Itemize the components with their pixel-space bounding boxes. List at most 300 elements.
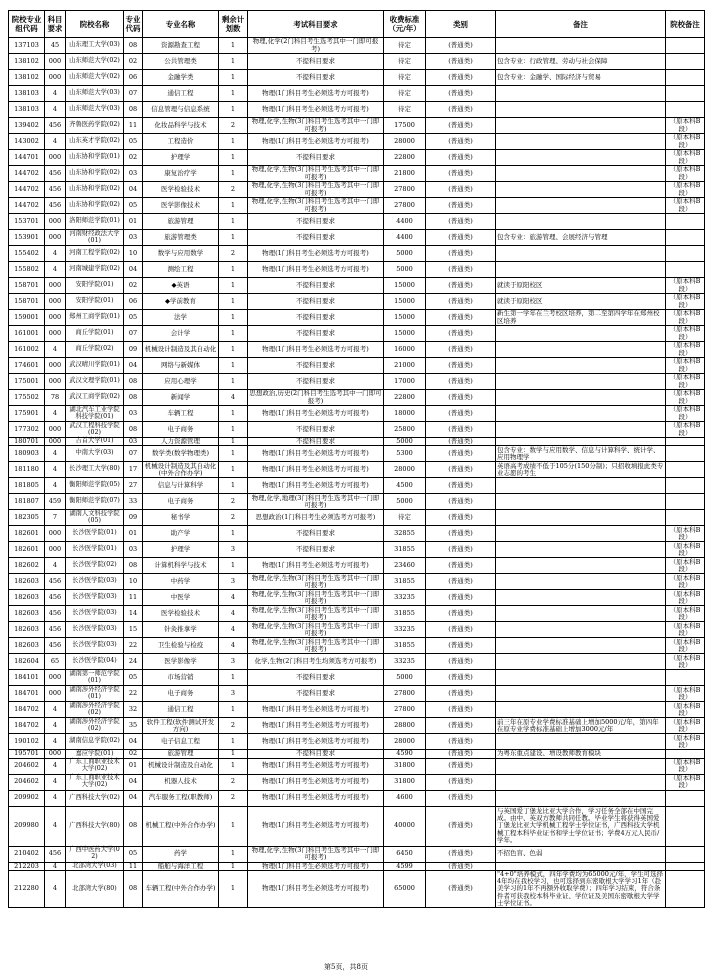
cell-tuition: 5000 [384, 494, 426, 510]
cell-group-code: 182603 [9, 622, 45, 638]
cell-exam-subjects: 不提科目要求 [248, 686, 384, 702]
cell-category: (普通类) [426, 38, 496, 54]
cell-major-name: 医学检验技术 [143, 606, 219, 622]
cell-group-code: 182602 [9, 558, 45, 574]
cell-major-name: 应用心理学 [143, 374, 219, 390]
cell-major-code: 05 [124, 310, 143, 326]
cell-remarks [496, 358, 666, 374]
cell-remarks: 与英国爱丁堡龙比亚大学合作，学习任务全部在中国完成。由中、英双方教师共同任教。毕业学生将获得英国爱丁堡龙比亚大学机械工程学士学位证书，广西科技大学机械工程本科毕业证书和学士学位证书；学费4万元人民币/学年。 [496, 806, 666, 846]
cell-remarks: 包含专业：旅游管理、会展经济与管理 [496, 230, 666, 246]
cell-category: (普通类) [426, 734, 496, 750]
table-row [9, 446, 705, 462]
cell-school-name: 山东协和学院(01) [66, 150, 124, 166]
cell-remaining-plan: 1 [219, 70, 248, 86]
cell-school-remarks [666, 38, 705, 54]
cell-major-name: 工程造价 [143, 134, 219, 150]
cell-major-code: 06 [124, 70, 143, 86]
cell-school-remarks: （原本科B段） [666, 150, 705, 166]
cell-subject-req: 456 [45, 606, 66, 622]
cell-school-remarks: （原本科B段） [666, 774, 705, 790]
cell-major-name: 旅游管理 [143, 214, 219, 230]
cell-subject-req: 000 [45, 150, 66, 166]
cell-major-name: 人力资源管理 [143, 438, 219, 446]
cell-category: (普通类) [426, 358, 496, 374]
cell-category: (普通类) [426, 86, 496, 102]
cell-exam-subjects: 物理(1门科目考生必须选考方可报考) [248, 102, 384, 118]
cell-major-code: 09 [124, 342, 143, 358]
table-row [9, 478, 705, 494]
table-row [9, 278, 705, 294]
table-row [9, 590, 705, 606]
cell-tuition: 待定 [384, 38, 426, 54]
cell-remaining-plan: 3 [219, 574, 248, 590]
cell-category: (普通类) [426, 542, 496, 558]
cell-group-code: 195701 [9, 750, 45, 758]
cell-subject-req: 4 [45, 758, 66, 774]
cell-group-code: 161001 [9, 326, 45, 342]
cell-school-remarks: （原本科B段） [666, 310, 705, 326]
cell-exam-subjects: 物理(1门科目考生必须选考方可报考) [248, 790, 384, 806]
cell-major-code: 05 [124, 198, 143, 214]
cell-school-name: 山东英才学院(02) [66, 134, 124, 150]
cell-exam-subjects: 不提科目要求 [248, 54, 384, 70]
cell-group-code: 144702 [9, 198, 45, 214]
cell-group-code: 175001 [9, 374, 45, 390]
cell-tuition: 33235 [384, 654, 426, 670]
cell-major-code: 15 [124, 622, 143, 638]
cell-remarks [496, 134, 666, 150]
cell-remarks [496, 214, 666, 230]
cell-school-name: 河南财经政法大学(01) [66, 230, 124, 246]
cell-tuition: 待定 [384, 54, 426, 70]
header-exam-subjects: 考试科目要求 [248, 11, 384, 38]
cell-remarks [496, 102, 666, 118]
cell-major-code: 24 [124, 654, 143, 670]
cell-tuition: 15000 [384, 310, 426, 326]
cell-major-name: 资源勘查工程 [143, 38, 219, 54]
table-row [9, 294, 705, 310]
cell-group-code: 138103 [9, 86, 45, 102]
cell-group-code: 184101 [9, 670, 45, 686]
cell-remarks [496, 734, 666, 750]
cell-school-name: 长沙医学院(03) [66, 622, 124, 638]
cell-school-name: 长沙医学院(01) [66, 542, 124, 558]
cell-remarks [496, 422, 666, 438]
cell-remaining-plan: 1 [219, 102, 248, 118]
table-row [9, 262, 705, 278]
cell-remaining-plan: 1 [219, 86, 248, 102]
cell-tuition: 5000 [384, 670, 426, 686]
cell-remarks [496, 654, 666, 670]
header-group-code: 院校专业组代码 [9, 11, 45, 38]
cell-tuition: 28800 [384, 718, 426, 734]
cell-category: (普通类) [426, 718, 496, 734]
cell-subject-req: 4 [45, 862, 66, 870]
table-row [9, 86, 705, 102]
cell-subject-req: 000 [45, 326, 66, 342]
cell-major-name: 医学影像技术 [143, 198, 219, 214]
cell-exam-subjects: 思想政治(1门科目考生必须选考方可报考) [248, 510, 384, 526]
cell-major-name: 信息与计算科学 [143, 478, 219, 494]
cell-subject-req: 78 [45, 390, 66, 406]
cell-major-code: 02 [124, 150, 143, 166]
table-row [9, 438, 705, 446]
cell-tuition: 4400 [384, 214, 426, 230]
cell-major-code: 08 [124, 806, 143, 846]
cell-subject-req: 000 [45, 54, 66, 70]
cell-school-remarks: （原本科B段） [666, 734, 705, 750]
cell-school-remarks: （原本科B段） [666, 606, 705, 622]
cell-remaining-plan: 1 [219, 134, 248, 150]
cell-remaining-plan: 1 [219, 870, 248, 907]
cell-school-name: 衡阳师范学院(05) [66, 478, 124, 494]
header-major-code: 专业代码 [124, 11, 143, 38]
cell-category: (普通类) [426, 438, 496, 446]
cell-major-name: 护理学 [143, 150, 219, 166]
cell-remarks: 为粤东重点建设、增设教师教育模块 [496, 750, 666, 758]
cell-tuition: 23460 [384, 558, 426, 574]
cell-category: (普通类) [426, 374, 496, 390]
cell-exam-subjects: 不提科目要求 [248, 374, 384, 390]
cell-major-name: 公共管理类 [143, 54, 219, 70]
cell-remaining-plan: 4 [219, 390, 248, 406]
cell-school-name: 武汉晴川学院(01) [66, 358, 124, 374]
cell-major-code: 01 [124, 758, 143, 774]
cell-subject-req: 4 [45, 790, 66, 806]
cell-exam-subjects: 不提科目要求 [248, 326, 384, 342]
cell-remarks [496, 702, 666, 718]
cell-remaining-plan: 1 [219, 358, 248, 374]
cell-remarks [496, 374, 666, 390]
cell-tuition: 18000 [384, 406, 426, 422]
cell-group-code: 177302 [9, 422, 45, 438]
cell-category: (普通类) [426, 686, 496, 702]
cell-major-code: 03 [124, 406, 143, 422]
cell-category: (普通类) [426, 574, 496, 590]
cell-tuition: 15000 [384, 326, 426, 342]
header-school-name: 院校名称 [66, 11, 124, 38]
cell-subject-req: 000 [45, 358, 66, 374]
cell-category: (普通类) [426, 246, 496, 262]
table-row [9, 870, 705, 907]
cell-subject-req: 4 [45, 870, 66, 907]
cell-school-remarks: （原本科B段） [666, 374, 705, 390]
cell-major-code: 02 [124, 750, 143, 758]
cell-remarks [496, 774, 666, 790]
cell-school-name: 广西科技大学(02) [66, 790, 124, 806]
cell-group-code: 159001 [9, 310, 45, 326]
cell-group-code: 182604 [9, 654, 45, 670]
cell-category: (普通类) [426, 478, 496, 494]
cell-school-name: 武汉工程科技学院(02) [66, 422, 124, 438]
cell-remarks: 包含专业：行政管理、劳动与社会保障 [496, 54, 666, 70]
cell-tuition: 22800 [384, 150, 426, 166]
cell-major-name: 康复治疗学 [143, 166, 219, 182]
cell-school-remarks [666, 462, 705, 478]
cell-remarks [496, 670, 666, 686]
cell-subject-req: 456 [45, 574, 66, 590]
cell-school-remarks [666, 102, 705, 118]
cell-category: (普通类) [426, 150, 496, 166]
cell-subject-req: 4 [45, 446, 66, 462]
cell-school-remarks: （原本科B段） [666, 590, 705, 606]
cell-major-code: 08 [124, 390, 143, 406]
cell-major-name: 旅游管理 [143, 750, 219, 758]
cell-exam-subjects: 物理,化学,生物(3门科目考生选考其中一门即可报考) [248, 846, 384, 862]
cell-category: (普通类) [426, 326, 496, 342]
cell-remaining-plan: 1 [219, 310, 248, 326]
cell-subject-req: 000 [45, 310, 66, 326]
cell-group-code: 143002 [9, 134, 45, 150]
cell-school-name: 齐鲁医药学院(02) [66, 118, 124, 134]
cell-major-name: 网络与新媒体 [143, 358, 219, 374]
cell-remarks [496, 38, 666, 54]
cell-exam-subjects: 物理,化学,生物(3门科目考生选考其中一门即可报考) [248, 166, 384, 182]
cell-major-name: 数学与应用数学 [143, 246, 219, 262]
cell-subject-req: 456 [45, 622, 66, 638]
cell-group-code: 175502 [9, 390, 45, 406]
cell-category: (普通类) [426, 446, 496, 462]
cell-remarks [496, 478, 666, 494]
header-subject-req: 科目要求 [45, 11, 66, 38]
cell-exam-subjects: 不提科目要求 [248, 214, 384, 230]
cell-subject-req: 4 [45, 406, 66, 422]
cell-category: (普通类) [426, 198, 496, 214]
cell-group-code: 138102 [9, 54, 45, 70]
cell-tuition: 33235 [384, 590, 426, 606]
header-tuition: 收费标准（元/年） [384, 11, 426, 38]
cell-major-name: 机械工程(中外合作办学) [143, 806, 219, 846]
cell-remarks [496, 166, 666, 182]
cell-category: (普通类) [426, 638, 496, 654]
cell-school-name: 长沙医学院(01) [66, 526, 124, 542]
cell-category: (普通类) [426, 806, 496, 846]
cell-school-remarks: （原本科B段） [666, 166, 705, 182]
cell-school-name: 山东师范大学(03) [66, 86, 124, 102]
cell-major-code: 07 [124, 446, 143, 462]
cell-remarks [496, 406, 666, 422]
cell-category: (普通类) [426, 750, 496, 758]
cell-remarks: 不招色盲、色弱 [496, 846, 666, 862]
cell-exam-subjects: 不提科目要求 [248, 294, 384, 310]
cell-school-name: 山东理工大学(03) [66, 38, 124, 54]
cell-school-name: 衡阳师范学院(07) [66, 494, 124, 510]
table-row [9, 134, 705, 150]
cell-subject-req: 459 [45, 494, 66, 510]
cell-remaining-plan: 2 [219, 494, 248, 510]
cell-major-code: 11 [124, 590, 143, 606]
cell-remaining-plan: 1 [219, 750, 248, 758]
cell-major-code: 10 [124, 246, 143, 262]
cell-tuition: 待定 [384, 70, 426, 86]
cell-tuition: 27800 [384, 182, 426, 198]
cell-tuition: 6450 [384, 846, 426, 862]
cell-school-name: 山东协和学院(02) [66, 166, 124, 182]
cell-remaining-plan: 1 [219, 422, 248, 438]
table-row [9, 638, 705, 654]
cell-category: (普通类) [426, 214, 496, 230]
cell-major-name: 机器人技术 [143, 774, 219, 790]
cell-major-code: 03 [124, 542, 143, 558]
cell-school-remarks: （原本科B段） [666, 182, 705, 198]
cell-group-code: 158701 [9, 278, 45, 294]
cell-tuition: 31800 [384, 758, 426, 774]
cell-exam-subjects: 物理(1门科目考生必须选考方可报考) [248, 862, 384, 870]
cell-tuition: 28000 [384, 734, 426, 750]
cell-group-code: 181805 [9, 478, 45, 494]
cell-remarks [496, 390, 666, 406]
cell-subject-req: 000 [45, 542, 66, 558]
cell-group-code: 144701 [9, 150, 45, 166]
cell-major-name: 电子商务 [143, 494, 219, 510]
cell-exam-subjects: 物理(1门科目考生必须选考方可报考) [248, 758, 384, 774]
cell-school-remarks: （原本科B段） [666, 326, 705, 342]
cell-major-name: 通信工程 [143, 86, 219, 102]
cell-exam-subjects: 思想政治,历史(2门科目考生选考其中一门即可报考) [249, 389, 382, 405]
cell-group-code: 182305 [9, 510, 45, 526]
cell-exam-subjects: 物理(1门科目考生必须选考方可报考) [248, 478, 384, 494]
cell-major-code: 07 [124, 326, 143, 342]
cell-exam-subjects: 不提科目要求 [248, 150, 384, 166]
cell-tuition: 17500 [384, 118, 426, 134]
cell-major-code: 08 [124, 422, 143, 438]
cell-major-name: 机械设计制造及其自动化(中外合作办学) [143, 462, 219, 478]
cell-group-code: 204602 [9, 774, 45, 790]
cell-remaining-plan: 2 [219, 774, 248, 790]
cell-school-name: 长沙医学院(04) [66, 654, 124, 670]
table-row [9, 790, 705, 806]
cell-remaining-plan: 1 [219, 278, 248, 294]
cell-school-remarks [666, 670, 705, 686]
table-row [9, 358, 705, 374]
cell-major-code: 08 [124, 38, 143, 54]
cell-major-name: 中医学 [143, 590, 219, 606]
cell-remarks [496, 622, 666, 638]
cell-school-remarks [666, 494, 705, 510]
cell-school-name: 长沙医学院(03) [66, 574, 124, 590]
cell-school-remarks: （原本科B段） [666, 686, 705, 702]
cell-category: (普通类) [426, 118, 496, 134]
cell-exam-subjects: 不提科目要求 [248, 750, 384, 758]
cell-subject-req: 4 [45, 134, 66, 150]
cell-school-name: 嘉应学院(01) [66, 750, 124, 758]
cell-tuition: 27800 [384, 702, 426, 718]
cell-exam-subjects: 化学,生物(2门科目考生均须选考方可报考) [248, 654, 384, 670]
cell-remaining-plan: 1 [219, 342, 248, 358]
cell-school-name: 北部湾大学(03) [66, 862, 124, 870]
cell-school-remarks [666, 246, 705, 262]
table-row [9, 558, 705, 574]
cell-subject-req: 4 [45, 806, 66, 846]
cell-group-code: 181180 [9, 462, 45, 478]
cell-category: (普通类) [426, 134, 496, 150]
cell-subject-req: 456 [45, 118, 66, 134]
cell-exam-subjects: 物理(1门科目考生必须选考方可报考) [248, 734, 384, 750]
cell-remaining-plan: 1 [219, 38, 248, 54]
cell-school-remarks [666, 846, 705, 862]
cell-tuition: 28000 [384, 134, 426, 150]
page-footer: 第5页，共8页 [324, 963, 368, 971]
cell-remarks [496, 686, 666, 702]
cell-school-remarks: （原本科B段） [666, 118, 705, 134]
table-row [9, 670, 705, 686]
cell-category: (普通类) [426, 526, 496, 542]
cell-remarks [496, 590, 666, 606]
cell-major-name: 法学 [143, 310, 219, 326]
cell-tuition: 5300 [384, 446, 426, 462]
cell-remarks [496, 526, 666, 542]
cell-school-name: 洛阳师范学院(01) [66, 214, 124, 230]
cell-school-remarks: （原本科B段） [666, 526, 705, 542]
cell-major-name: 护理学 [143, 542, 219, 558]
cell-remarks [496, 182, 666, 198]
cell-remaining-plan: 1 [219, 526, 248, 542]
cell-school-name: 山东协和学院(02) [66, 198, 124, 214]
table-header-row [9, 11, 705, 38]
cell-remaining-plan: 4 [219, 622, 248, 638]
cell-group-code: 139402 [9, 118, 45, 134]
cell-school-remarks: （原本科B段） [666, 622, 705, 638]
cell-remaining-plan: 1 [219, 438, 248, 446]
cell-school-name: 湖南人文科技学院(05) [66, 510, 124, 526]
cell-major-code: 05 [124, 670, 143, 686]
cell-major-code: 09 [124, 510, 143, 526]
cell-tuition: 31855 [384, 542, 426, 558]
cell-remarks [496, 542, 666, 558]
cell-exam-subjects: 物理(1门科目考生必须选考方可报考) [248, 262, 384, 278]
cell-school-name: 商丘学院(01) [66, 326, 124, 342]
cell-group-code: 161002 [9, 342, 45, 358]
cell-tuition: 65000 [384, 870, 426, 907]
table-row [9, 542, 705, 558]
cell-tuition: 22800 [384, 390, 426, 406]
cell-school-remarks [666, 262, 705, 278]
cell-tuition: 4599 [384, 862, 426, 870]
cell-subject-req: 000 [45, 230, 66, 246]
cell-subject-req: 4 [45, 262, 66, 278]
table-row [9, 54, 705, 70]
cell-major-name: 电子商务 [143, 686, 219, 702]
cell-category: (普通类) [426, 790, 496, 806]
cell-category: (普通类) [426, 846, 496, 862]
cell-major-name: 中药学 [143, 574, 219, 590]
cell-remarks: 就读于原阳校区 [496, 294, 666, 310]
cell-school-remarks: （原本科B段） [666, 718, 705, 734]
cell-school-remarks: （原本科B段） [666, 198, 705, 214]
cell-major-code: 04 [124, 262, 143, 278]
cell-major-name: 船舶与海洋工程 [143, 862, 219, 870]
cell-remarks [496, 574, 666, 590]
cell-school-name: 湖南涉外经济学院(01) [66, 686, 124, 702]
cell-remaining-plan: 2 [219, 510, 248, 526]
cell-remarks: 包含专业：数学与应用数学、信息与计算科学、统计学、应用物理学 [496, 446, 666, 462]
cell-subject-req: 000 [45, 374, 66, 390]
table-row [9, 718, 705, 734]
table-row [9, 734, 705, 750]
table-row [9, 214, 705, 230]
cell-school-name: 长沙医学院(02) [66, 558, 124, 574]
cell-school-remarks [666, 806, 705, 846]
cell-subject-req: 000 [45, 438, 66, 446]
cell-major-code: 04 [124, 790, 143, 806]
cell-school-remarks: （原本科B段） [666, 702, 705, 718]
cell-exam-subjects: 物理,化学,生物(3门科目考生选考其中一门即可报考) [248, 606, 384, 622]
cell-school-remarks: （原本科B段） [666, 542, 705, 558]
cell-exam-subjects: 物理(1门科目考生必须选考方可报考) [248, 342, 384, 358]
cell-category: (普通类) [426, 606, 496, 622]
cell-major-name: 电子商务 [143, 422, 219, 438]
cell-group-code: 155802 [9, 262, 45, 278]
